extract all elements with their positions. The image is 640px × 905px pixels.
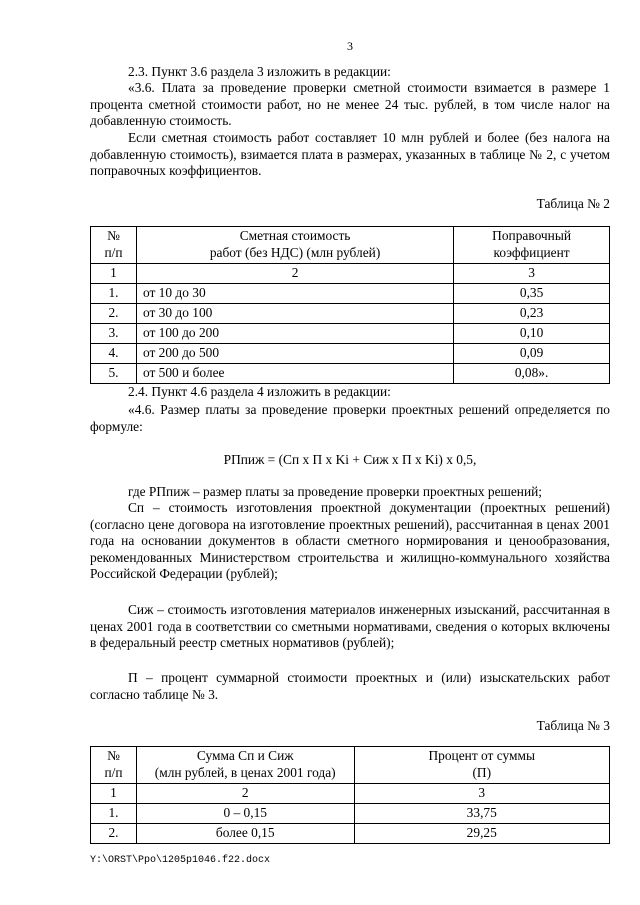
table-row [91, 364, 610, 384]
table-2 [90, 226, 610, 384]
table-cell: от 10 до 30 [136, 284, 453, 304]
table-row [91, 824, 610, 844]
table-cell: 4. [91, 344, 137, 364]
table-row [91, 324, 610, 344]
table-column-number-row [91, 784, 610, 804]
table-cell: от 100 до 200 [136, 324, 453, 344]
definition-p: П – процент суммарной стоимости проектных и (или) изыскательских работ согласно таблице № 3. [90, 670, 610, 702]
paragraph-4-6: «4.6. Размер платы за проведение проверки проектных решений определяется по формуле: [90, 402, 610, 434]
table-cell: 0,35 [454, 284, 610, 304]
definition-siz: Сиж – стоимость изготовления материалов инженерных изысканий, рассчитанная в ценах 2001 года в соответствии со сметными нормативами, сведения о которых включены в федеральный реестр сметных нормативов (рублей); [90, 602, 610, 651]
table-cell: 3 [354, 784, 610, 804]
table-row [91, 344, 610, 364]
header-cell-percent: Процент от суммы (П) [354, 747, 610, 784]
header-cell-number: № п/п [91, 227, 137, 264]
page-number: 3 [347, 39, 353, 53]
table-cell: от 30 до 100 [136, 304, 453, 324]
table-header-row [91, 227, 610, 264]
table-cell: 0,09 [454, 344, 610, 364]
table-cell: 2 [136, 784, 354, 804]
table-cell: 1. [91, 804, 137, 824]
table-header-row [91, 747, 610, 784]
paragraph-2-4: 2.4. Пункт 4.6 раздела 4 изложить в редакции: [128, 384, 391, 399]
table-cell: 0 – 0,15 [136, 804, 354, 824]
header-cell-number: № п/п [91, 747, 137, 784]
paragraph-3-6: «3.6. Плата за проведение проверки сметной стоимости взимается в размере 1 процента сметной стоимости работ, но не менее 24 тыс. рублей, в том числе налог на добавленную стоимость. [90, 80, 610, 129]
table-cell: 3. [91, 324, 137, 344]
table-cell: 1. [91, 284, 137, 304]
header-cell-sum: Сумма Сп и Сиж (млн рублей, в ценах 2001 года) [136, 747, 354, 784]
table-cell: 0,10 [454, 324, 610, 344]
header-cell-cost: Сметная стоимость работ (без НДС) (млн рублей) [136, 227, 453, 264]
table-cell: 0,23 [454, 304, 610, 324]
table-cell: 0,08». [454, 364, 610, 384]
table-row [91, 304, 610, 324]
table3-caption: Таблица № 3 [536, 718, 610, 733]
fee-formula: РПпиж = (Сп х П х Ki + Сиж х П х Ki) х 0,5, [223, 452, 477, 467]
definition-sp: Сп – стоимость изготовления проектной документации (проектных решений) (согласно цене договора на изготовление проектных решений), рассчитанная в ценах 2001 года на основании документов в области сметного нормирования и ценообразования, рекомендованных Министерством строительства и жилищно-коммунального хозяйства Российской Федерации (рублей); [90, 500, 610, 582]
table-cell: от 200 до 500 [136, 344, 453, 364]
table-3 [90, 746, 610, 844]
table2-caption: Таблица № 2 [536, 196, 610, 211]
table-cell: 5. [91, 364, 137, 384]
table-column-number-row [91, 264, 610, 284]
table-cell: от 500 и более [136, 364, 453, 384]
table-row [91, 284, 610, 304]
table-cell: более 0,15 [136, 824, 354, 844]
definition-rp: где РПпиж – размер платы за проведение проверки проектных решений; [128, 484, 543, 499]
table-cell: 1 [91, 784, 137, 804]
paragraph-2-3: 2.3. Пункт 3.6 раздела 3 изложить в редакции: [128, 64, 391, 79]
table-cell: 1 [91, 264, 137, 284]
header-cell-coefficient: Поправочный коэффициент [454, 227, 610, 264]
table-cell: 29,25 [354, 824, 610, 844]
table-cell: 2. [91, 304, 137, 324]
file-path-footer: Y:\ORST\Ppo\1205p1046.f22.docx [90, 855, 271, 866]
table-row [91, 804, 610, 824]
table-cell: 33,75 [354, 804, 610, 824]
paragraph-if-cost: Если сметная стоимость работ составляет 10 млн рублей и более (без налога на добавленную стоимость), взимается плата в размерах, указанных в таблице № 2, с учетом поправочных коэффициентов. [90, 130, 610, 179]
table-cell: 2. [91, 824, 137, 844]
table-cell: 2 [136, 264, 453, 284]
table-cell: 3 [454, 264, 610, 284]
